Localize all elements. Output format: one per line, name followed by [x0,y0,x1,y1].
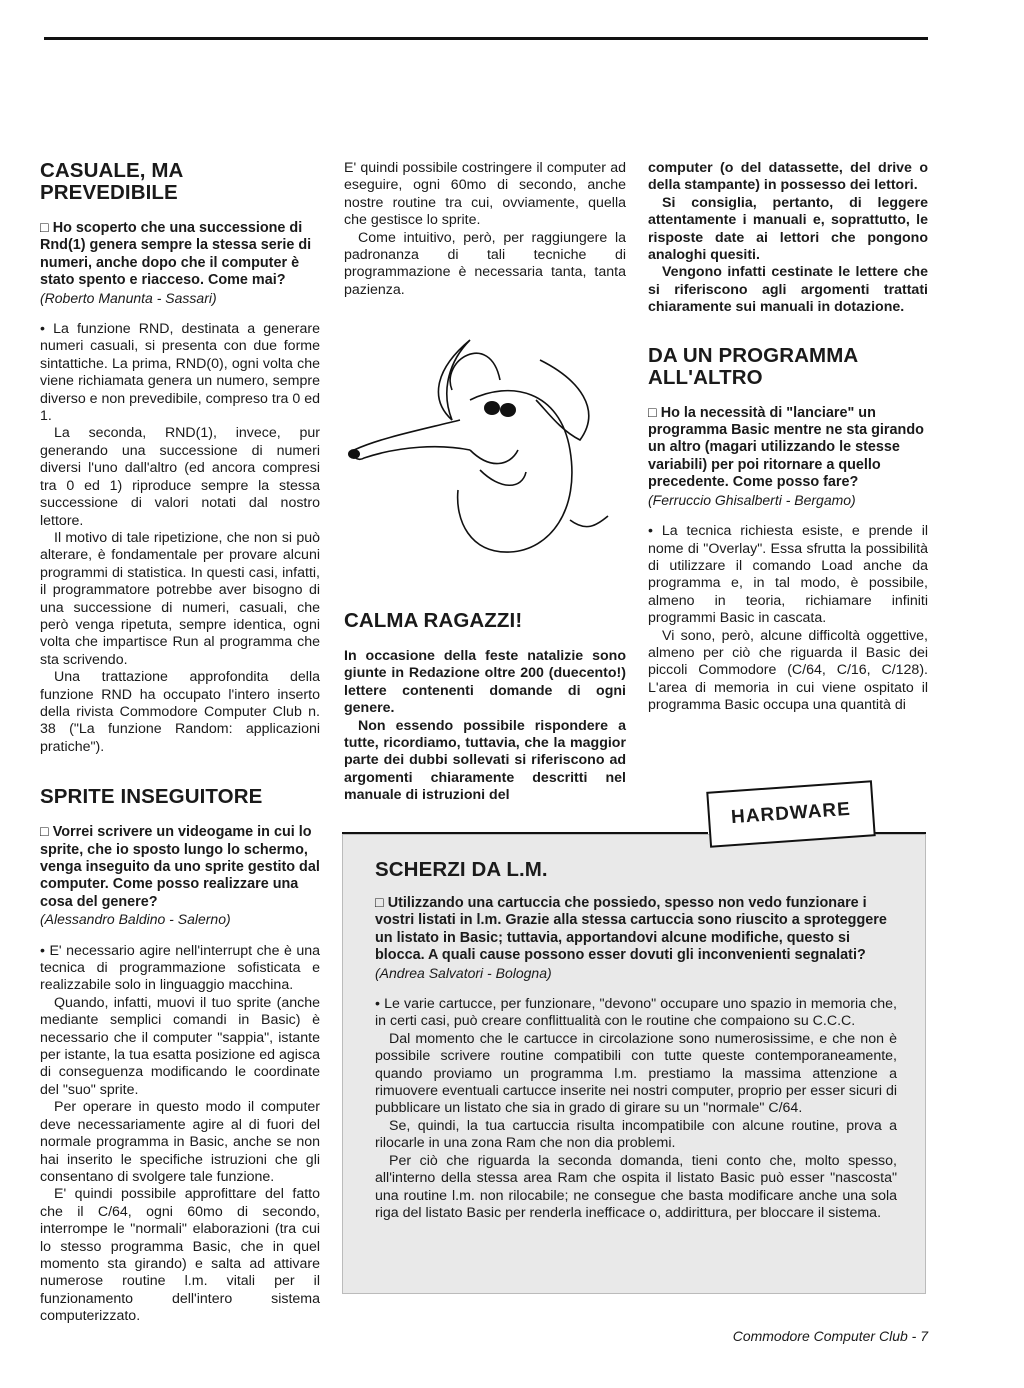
paragraph: Il motivo di tale ripetizione, che non si può alterare, è fondamentale per provare alcuni programmi di statistica. In questi casi, infatti, il programmatore potrebbe aver bisogno di una successione di numeri, casuali, che però venga ripetuta, sempre identica, ogni volta che impartisce Run al programma che sta scrivendo. [40,529,320,668]
paragraph: Se, quindi, la tua cartuccia risulta incompatibile con alcune routine, prova a rilocarle in una zona Ram che non dia problemi. [375,1117,897,1152]
author-sprite: (Alessandro Baldino - Salerno) [40,911,231,928]
page-footer: Commodore Computer Club - 7 [732,1328,928,1344]
hardware-box [342,834,926,1294]
hardware-content [375,859,897,1222]
column-3 [648,160,928,715]
paragraph: • E' necessario agire nell'interrupt che è una tecnica di programmazione sofisticata e realizzabile solo in linguaggio macchina. [40,942,320,994]
paragraph: Vengono infatti cestinate le lettere che si riferiscono agli argomenti trattati chiaramente sui manuali in dotazione. [648,264,928,316]
question-programma: □ Ho la necessità di "lanciare" un programma Basic mentre ne sta girando un altro (magari utilizzando le stesse variabili) per poi ritornare a quello precedente. Come posso fare? [648,404,924,491]
paragraph: E' quindi possibile approfittare del fatto che il C/64, ogni 60mo di secondo, interrompe le "normali" elaborazioni (tra cui lo stesso programma Basic, che in quel momento sta girando) e salta ad attivare numerose routine l.m. vitali per il funzionamento dell'intero sistema computerizzato. [40,1186,320,1325]
paragraph: • La tecnica richiesta esiste, e prende il nome di "Overlay". Essa sfrutta la possibilità di utilizzare il comando Load anche da programma e, in tal modo, è possibile, almeno in teoria, richiamare infiniti programmi Basic in cascata. [648,523,928,627]
calma-continuation [648,160,928,317]
paragraph: • Le varie cartucce, per funzionare, "devono" occupare uno spazio in memoria che, in certi casi, può creare conflittualità con le routine che compaiono su C.C.C. [375,996,897,1030]
top-rule [44,37,928,40]
question-scherzi: □ Utilizzando una cartuccia che possiedo, spesso non vedo funzionare i vostri listati in l.m. Grazie alla stessa cartuccia sono riuscito a sproteggere un listato in Basic; tuttavia, apportandovi alcune modifiche, questo si blocca. A quali cause possono esser dovuti gli inconvenienti segnalati? [375,895,887,964]
calma-section [344,610,626,805]
heading-calma: CALMA RAGAZZI! [344,609,523,632]
paragraph: E' quindi possibile costringere il computer ad eseguire, ogni 60mo di secondo, anche nostre routine tra cui, ovviamente, quella che gestisce lo sprite. [344,160,626,229]
column-1 [40,160,320,1326]
column-2 [344,160,626,299]
answer-sprite [40,943,320,1326]
heading-sprite: SPRITE INSEGUITORE [40,785,263,809]
author-scherzi: (Andrea Salvatori - Bologna) [375,964,552,981]
heading-casuale: CASUALE, MA PREVEDIBILE [40,159,183,204]
answer-casuale [40,321,320,756]
answer-programma [648,523,928,714]
paragraph: Per ciò che riguarda la seconda domanda, tieni conto che, molto spesso, all'interno della stessa area Ram che ospita il listato Basic può esser "nascosta" una routine l.m. non rilocabile; ne consegue che basta modificare anche una sola riga del listato Basic per renderla inefficace o, addirittura, per bloccare il sistema. [375,1152,897,1221]
paragraph: Non essendo possibile rispondere a tutte, ricordiamo, tuttavia, che la maggior parte dei dubbi sollevati si riferiscono ad argomenti chiaramente descritti nel manuale di istruzioni del [344,717,626,804]
paragraph: In occasione della feste natalizie sono giunte in Redazione oltre 200 (duecento!) lettere contenenti domande di ogni genere. [344,648,626,717]
answer-scherzi [375,996,897,1222]
elephant-illustration [340,320,630,580]
question-casuale: □ Ho scoperto che una successione di Rnd(1) genera sempre la stessa serie di numeri, anche dopo che il computer è stato spento e riacceso. Come mai? [40,220,312,289]
paragraph: Una trattazione approfondita della funzione RND ha occupato l'intero inserto della rivista Commodore Computer Club n. 38 ("La funzione Random: applicazioni pratiche"). [40,669,320,755]
heading-programma: DA UN PROGRAMMA ALL'ALTRO [648,343,858,389]
paragraph: Come intuitivo, però, per raggiungere la padronanza di tali tecniche di programmazione è necessaria tanta, tanta pazienza. [344,229,626,298]
author-programma: (Ferruccio Ghisalberti - Bergamo) [648,491,856,508]
paragraph: • La funzione RND, destinata a generare numeri casuali, si presenta con due forme sintattiche. La prima, RND(0), ogni volta che viene richiamata genera un numero, sempre diverso e non prevedibile, compreso tra 0 ed 1. [40,321,320,425]
paragraph: Dal momento che le cartucce in circolazione sono numerosissime, e che non è possibile scrivere routine compatibili con tutte queste contemporaneamente, quando proviamo un programma l.m. prestiamo la massima attenzione a rimuovere eventuali cartucce inserite nei nostri computer, proprio per esser sicuri di pubblicare un listato che sia in grado di girare su un "normale" C/64. [375,1030,898,1117]
hardware-badge: HARDWARE [706,780,876,847]
paragraph: La seconda, RND(1), invece, pur generando una successione di numeri diversi l'uno dall'altro (ed ancora compresi tra 0 ed 1) riproduce sempre la stessa successione di valori notati dal nostro lettore. [40,425,320,529]
paragraph: Vi sono, però, alcune difficoltà oggettive, almeno per ciò che riguarda il Basic dei piccoli Commodore (C/64, C/16, C/128). L'area di memoria in cui viene ospitato il programma Basic occupa una quantità di [648,627,928,714]
paragraph: Per operare in questo modo il computer deve necessariamente agire al di fuori del normale programma in Basic, anche se non hai inserito le specifiche istruzioni che gli consentano di svolgere tale funzione. [40,1099,320,1185]
sprite-continuation [344,160,626,299]
calma-body [344,648,626,805]
paragraph: Si consiglia, pertanto, di leggere attentamente i manuali e, soprattutto, le risposte date ai lettori che pongono analoghi quesiti. [648,194,928,264]
question-sprite: □ Vorrei scrivere un videogame in cui lo sprite, che io sposto lungo lo schermo, venga inseguito da uno sprite gestito dal computer. Come posso realizzare una cosa del genere? [40,824,320,910]
paragraph: Quando, infatti, muovi il tuo sprite (anche mediante semplici comandi in Basic) è necessario che il computer "sappia", istante per istante, la tua esatta posizione ed agisca di conseguenza modificando le coordinate del "suo" sprite. [40,994,320,1098]
author-casuale: (Roberto Manunta - Sassari) [40,289,217,306]
heading-scherzi: SCHERZI DA L.M. [375,858,548,881]
paragraph: computer (o del datassette, del drive o della stampante) in possesso dei lettori. [648,160,928,194]
